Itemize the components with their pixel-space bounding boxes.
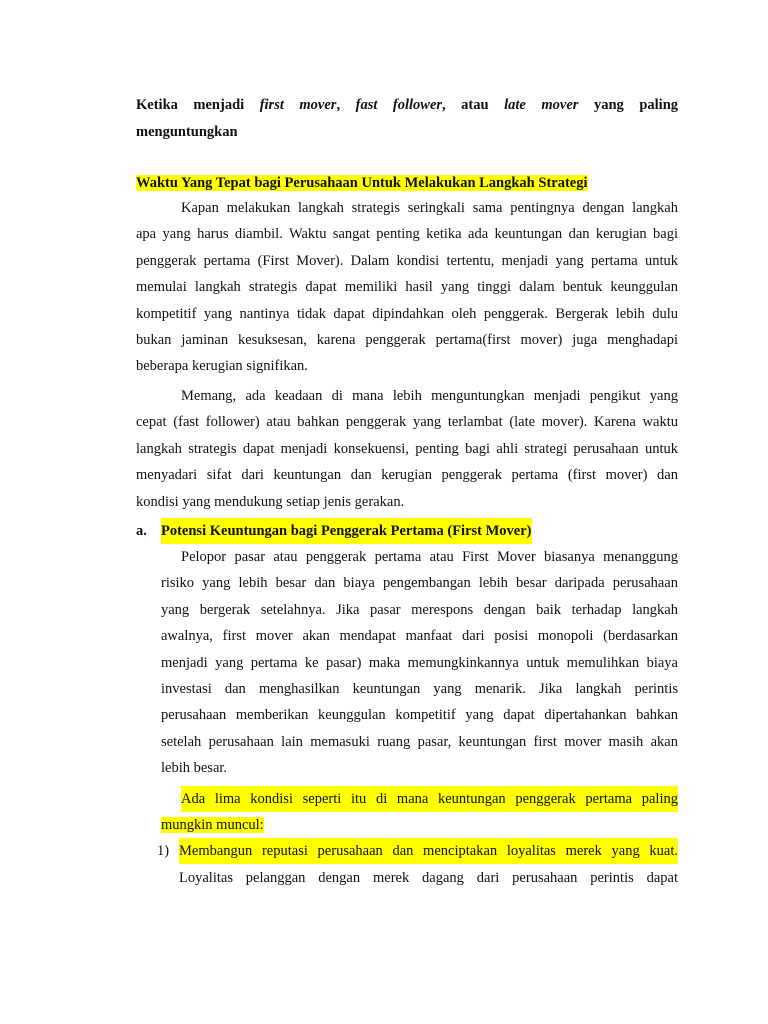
heading-line-2: menguntungkan xyxy=(136,124,238,140)
paragraph-line: Loyalitas pelanggan dengan merek dagang dari perusahaan perintis dapat xyxy=(179,870,678,886)
paragraph-line: Memang, ada keadaan di mana lebih menguntungkan menjadi pengikut yang xyxy=(181,388,678,404)
paragraph-line: penggerak pertama (First Mover). Dalam kondisi tertentu, menjadi yang pertama untuk xyxy=(136,252,678,269)
paragraph-line: apa yang harus diambil. Waktu sangat penting ketika ada keuntungan dan kerugian bagi xyxy=(136,226,678,243)
paragraph-line: kondisi yang mendukung setiap jenis gerakan. xyxy=(136,493,405,510)
paragraph-line: Pelopor pasar atau penggerak pertama atau First Mover biasanya menanggung xyxy=(181,549,678,565)
paragraph-line: beberapa kerugian signifikan. xyxy=(136,358,308,375)
list-item-1-title: Membangun reputasi perusahaan dan menciptakan loyalitas merek yang kuat. xyxy=(179,838,678,864)
heading-word-ketika: Ketika xyxy=(136,97,178,113)
paragraph-line: menjadi yang pertama ke pasar) maka memungkinkannya untuk memulihkan biaya xyxy=(161,654,678,671)
list-marker-a: a. xyxy=(136,523,147,539)
paragraph-line: menyadari sifat dari keuntungan dan kerugian penggerak pertama (first mover) dan xyxy=(136,467,678,484)
heading-fast-follower: fast follower xyxy=(355,97,443,113)
paragraph-line: memulai langkah strategis dapat memiliki hasil yang tinggi dalam bentuk keunggulan xyxy=(136,279,678,296)
paragraph-line: lebih besar. xyxy=(161,760,228,777)
paragraph-line-wrap xyxy=(161,812,678,838)
paragraph-4 xyxy=(161,786,678,839)
paragraph-line-wrap xyxy=(161,786,678,812)
paragraph-line: cepat (fast follower) atau bahkan penggerak yang terlambat (late mover). Karena waktu xyxy=(136,414,678,431)
section-title-text: Waktu Yang Tepat bagi Perusahaan Untuk Melakukan Langkah Strategi xyxy=(136,175,588,191)
paragraph-line: setelah perusahaan lain memasuki ruang pasar, keuntungan first mover masih akan xyxy=(161,733,678,750)
section-title xyxy=(136,170,678,196)
paragraph-1 xyxy=(136,195,678,380)
list-item-a-title: Potensi Keuntungan bagi Penggerak Pertama (First Mover) xyxy=(161,518,532,544)
heading-first-mover: first mover xyxy=(259,97,337,113)
paragraph-line: mungkin muncul: xyxy=(161,817,264,834)
paragraph-line: risiko yang lebih besar dan biaya pengembangan lebih besar daripada perusahaan xyxy=(161,575,678,592)
heading-late-mover: late mover xyxy=(504,97,579,113)
heading-yang-paling: yang paling xyxy=(593,97,679,113)
paragraph-line: perusahaan memberikan keunggulan kompetitif yang dapat dipertahankan bahkan xyxy=(161,707,678,724)
paragraph-line: bukan jaminan kesuksesan, karena penggerak pertama(first mover) juga menghadapi xyxy=(136,332,678,349)
paragraph-3 xyxy=(161,544,678,782)
paragraph-line: Ada lima kondisi seperti itu di mana keuntungan penggerak pertama paling xyxy=(181,786,678,812)
heading-word-menjadi: menjadi xyxy=(193,97,245,113)
list-marker-1: 1) xyxy=(157,843,170,859)
paragraph-line: awalnya, first mover akan mendapat manfaat dari posisi monopoli (berdasarkan xyxy=(161,628,678,645)
paragraph-line: Kapan melakukan langkah strategis seringkali sama pentingnya dengan langkah xyxy=(181,200,678,216)
paragraph-line: investasi dan menghasilkan keuntungan yang menarik. Jika langkah perintis xyxy=(161,681,678,698)
paragraph-line: langkah strategis dapat menjadi konsekuensi, penting bagi ahli strategi perusahaan untuk xyxy=(136,440,678,457)
heading-atau: , atau xyxy=(442,97,489,113)
heading-comma: , xyxy=(336,97,341,113)
paragraph-line: kompetitif yang nantinya tidak dapat dipindahkan oleh penggerak. Bergerak lebih dulu xyxy=(136,305,678,322)
paragraph-2 xyxy=(136,383,678,515)
paragraph-line: yang bergerak setelahnya. Jika pasar merespons dengan baik terhadap langkah xyxy=(161,601,678,618)
paragraph-5 xyxy=(179,865,678,891)
document-heading xyxy=(136,92,678,146)
